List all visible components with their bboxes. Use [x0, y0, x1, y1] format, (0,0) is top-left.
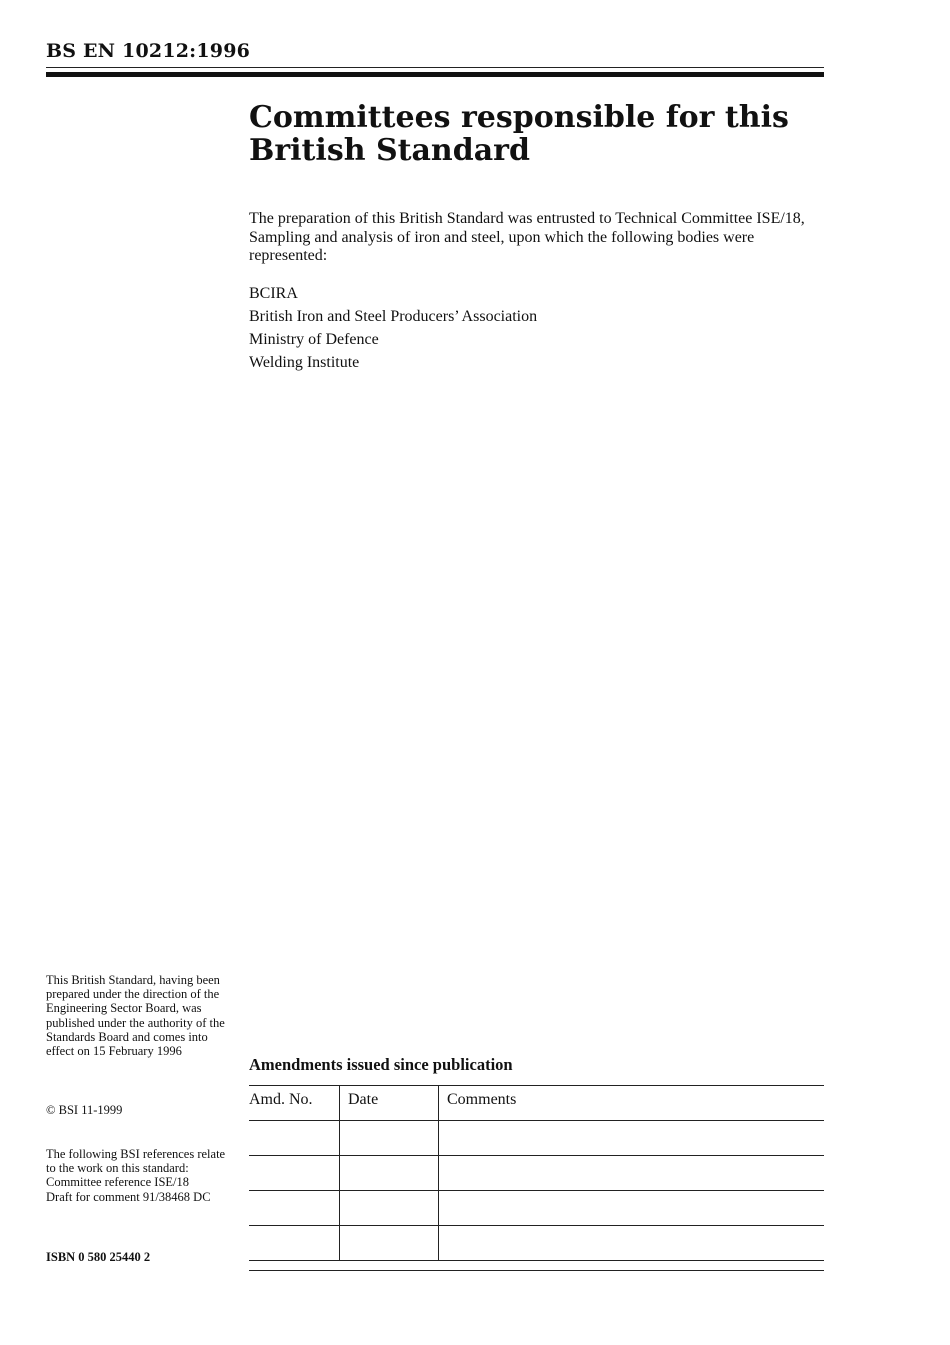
- body-item: British Iron and Steel Producers’ Association: [249, 308, 538, 325]
- amendments-header-row: [249, 1086, 824, 1121]
- table-cell: [249, 1121, 340, 1156]
- body-item: BCIRA: [249, 285, 298, 302]
- bsi-references: [46, 1147, 236, 1204]
- body-item: Welding Institute: [249, 354, 360, 371]
- table-cell: [340, 1121, 439, 1156]
- publication-note: This British Standard, having been prepared under the direction of the Engineering Sector Board, was published under the authority of the Standards Board and comes into effect on 15 February 1996: [46, 973, 225, 1059]
- footer-rule: [249, 1270, 824, 1271]
- copyright-line: © BSI 11-1999: [46, 1103, 123, 1117]
- table-cell: [340, 1191, 439, 1226]
- amendments-table: [249, 1085, 824, 1261]
- table-cell: [340, 1226, 439, 1261]
- table-cell: [249, 1156, 340, 1191]
- references-intro: The following BSI references relate to the work on this standard:: [46, 1147, 226, 1176]
- table-cell: [340, 1156, 439, 1191]
- table-row: [249, 1121, 824, 1156]
- header-rule-thick: [46, 72, 824, 77]
- table-row: [249, 1191, 824, 1226]
- column-header-amd-no: Amd. No.: [249, 1086, 340, 1121]
- header-rule-thin: [46, 67, 824, 68]
- amendments-heading: Amendments issued since publication: [249, 1055, 513, 1074]
- table-cell: [439, 1191, 825, 1226]
- committee-reference: Committee reference ISE/18: [46, 1175, 189, 1190]
- table-cell: [249, 1226, 340, 1261]
- table-cell: [439, 1156, 825, 1191]
- table-row: [249, 1226, 824, 1261]
- table-cell: [249, 1191, 340, 1226]
- standard-code: BS EN 10212:1996: [46, 40, 251, 62]
- draft-reference: Draft for comment 91/38468 DC: [46, 1189, 211, 1204]
- body-item: Ministry of Defence: [249, 331, 379, 348]
- intro-paragraph: The preparation of this British Standard was entrusted to Technical Committee ISE/18, Sampling and analysis of iron and steel, upon which the following bodies were represented:: [249, 210, 805, 265]
- table-cell: [439, 1121, 825, 1156]
- column-header-comments: Comments: [439, 1086, 825, 1121]
- isbn: ISBN 0 580 25440 2: [46, 1250, 151, 1264]
- page-title: Committees responsible for this British Standard: [249, 100, 789, 168]
- column-header-date: Date: [340, 1086, 439, 1121]
- table-cell: [439, 1226, 825, 1261]
- table-row: [249, 1156, 824, 1191]
- represented-bodies-list: [249, 282, 537, 374]
